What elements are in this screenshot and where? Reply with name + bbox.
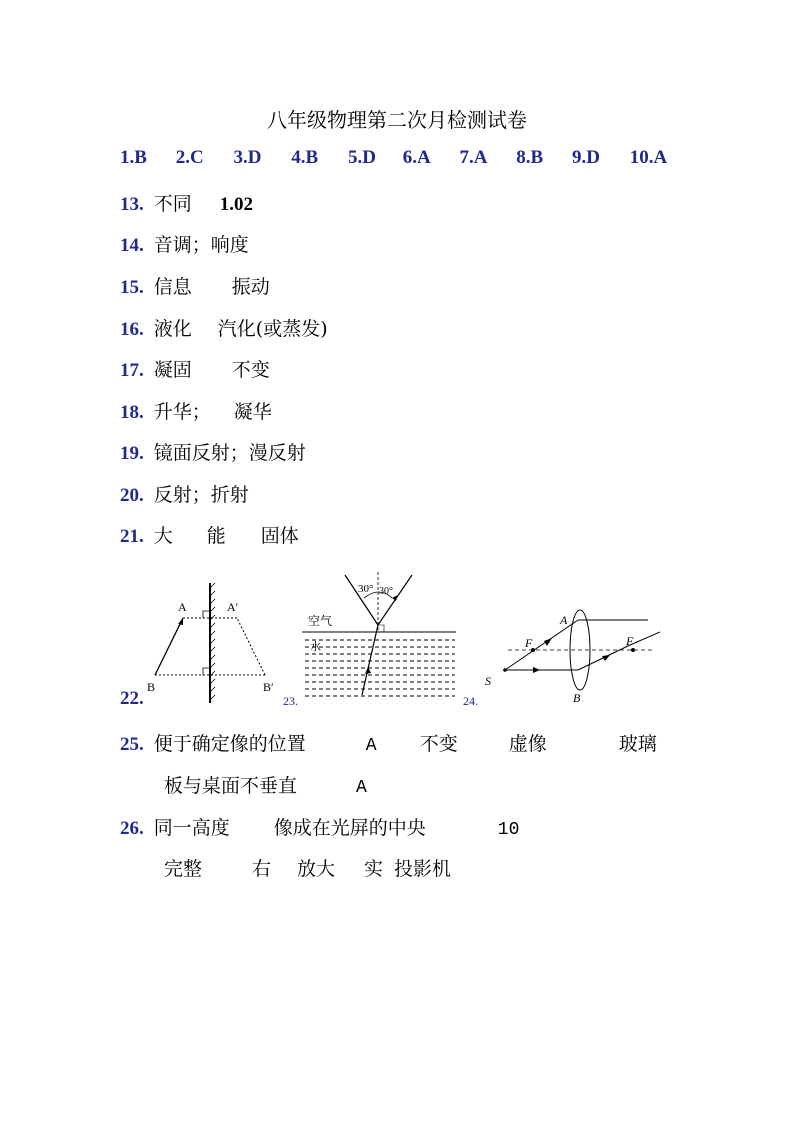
answer-text: 音调；响度 [153,234,249,256]
question-number: 14. [120,235,144,256]
mc-answer: 8.B [516,147,544,168]
mc-answer: 5.D [348,147,376,168]
water-label: 水 [310,640,321,653]
answer-text: 同一高度 [153,817,230,839]
label-b: B [573,691,581,705]
answer-text: 液化 [153,318,192,340]
answer-19 [120,438,306,465]
mc-answer: 7.A [459,147,488,168]
mc-answer: 6.A [402,147,431,168]
label-s: S [485,674,491,688]
answer-25-line1 [120,729,657,756]
question-number: 17. [120,360,144,381]
question-number: 20. [120,485,144,506]
air-label: 空气 [308,614,333,628]
angle-label-1: 30° [358,583,374,595]
answer-text: 升华； [153,401,211,423]
answer-26-line2 [164,854,451,881]
answer-text: 虚像 [508,733,547,755]
mc-answer: 10.A [629,147,668,168]
question-number: 15. [120,277,144,298]
answer-text: 反射；折射 [153,484,249,506]
answer-17 [120,355,270,382]
mc-answer: 9.D [572,147,600,168]
answer-21 [120,521,299,548]
answer-text: 实 [364,858,384,880]
answer-20 [120,480,249,507]
answer-text: 板与桌面不垂直 [164,775,298,797]
answer-14 [120,230,249,257]
answer-13 [120,189,253,216]
answer-text: 不变 [231,359,270,381]
answer-text: 振动 [231,276,270,298]
answer-text: 1.02 [219,194,254,215]
mc-answer: 1.B [120,147,147,168]
page-title: 八年级物理第二次月检测试卷 [267,108,527,132]
answer-text: 镜面反射；漫反射 [153,442,306,464]
question-number: 21. [120,526,144,547]
answer-text: 汽化(或蒸发) [217,318,328,340]
answer-text: 投影机 [394,858,452,880]
focal-label-1: F [525,636,533,650]
answer-text: 能 [206,525,226,547]
angle-label-2: 30° [379,586,393,597]
diagram-convex-lens [480,590,660,710]
answer-text: 像成在光屏的中央 [273,817,426,839]
answer-text: 10 [497,820,520,840]
diagram-refraction [300,570,460,710]
multiple-choice-answers [120,147,667,169]
answer-18 [120,397,272,424]
question-number-23: 23. [283,694,298,708]
question-number-22: 22. [120,688,144,709]
focal-label-2: F [626,634,634,648]
answer-25-line2 [164,771,367,798]
label-b: B [147,680,156,694]
answer-text: 不同 [153,193,192,215]
answer-text: 右 [252,858,272,880]
answer-text: 不变 [419,733,458,755]
answer-text: 便于确定像的位置 [153,733,306,755]
answer-text: 固体 [260,525,299,547]
answer-text: 信息 [153,276,192,298]
question-number: 18. [120,402,144,423]
answer-text: 完整 [164,858,203,880]
question-number: 25. [120,734,144,755]
question-number: 16. [120,319,144,340]
answer-text: A [356,778,367,798]
label-b-prime: B′ [263,680,274,694]
answer-text: A [365,736,377,756]
label-a: A [560,613,568,627]
question-number-24: 24. [463,694,478,708]
answer-15 [120,272,270,299]
answer-text: 凝华 [233,401,272,423]
label-a-prime: A′ [227,600,239,614]
question-number: 26. [120,818,144,839]
mc-answer: 2.C [175,147,204,168]
answer-text: 玻璃 [618,733,657,755]
answer-text: 大 [153,525,173,547]
answer-text: 放大 [297,858,336,880]
question-number: 13. [120,194,144,215]
label-a: A [178,600,187,614]
question-number: 19. [120,443,144,464]
answer-text: 凝固 [153,359,192,381]
mc-answer: 3.D [233,147,262,168]
answer-26-line1 [120,813,519,840]
diagram-plane-mirror [145,578,285,708]
answer-16 [120,314,328,341]
mc-answer: 4.B [291,147,319,168]
